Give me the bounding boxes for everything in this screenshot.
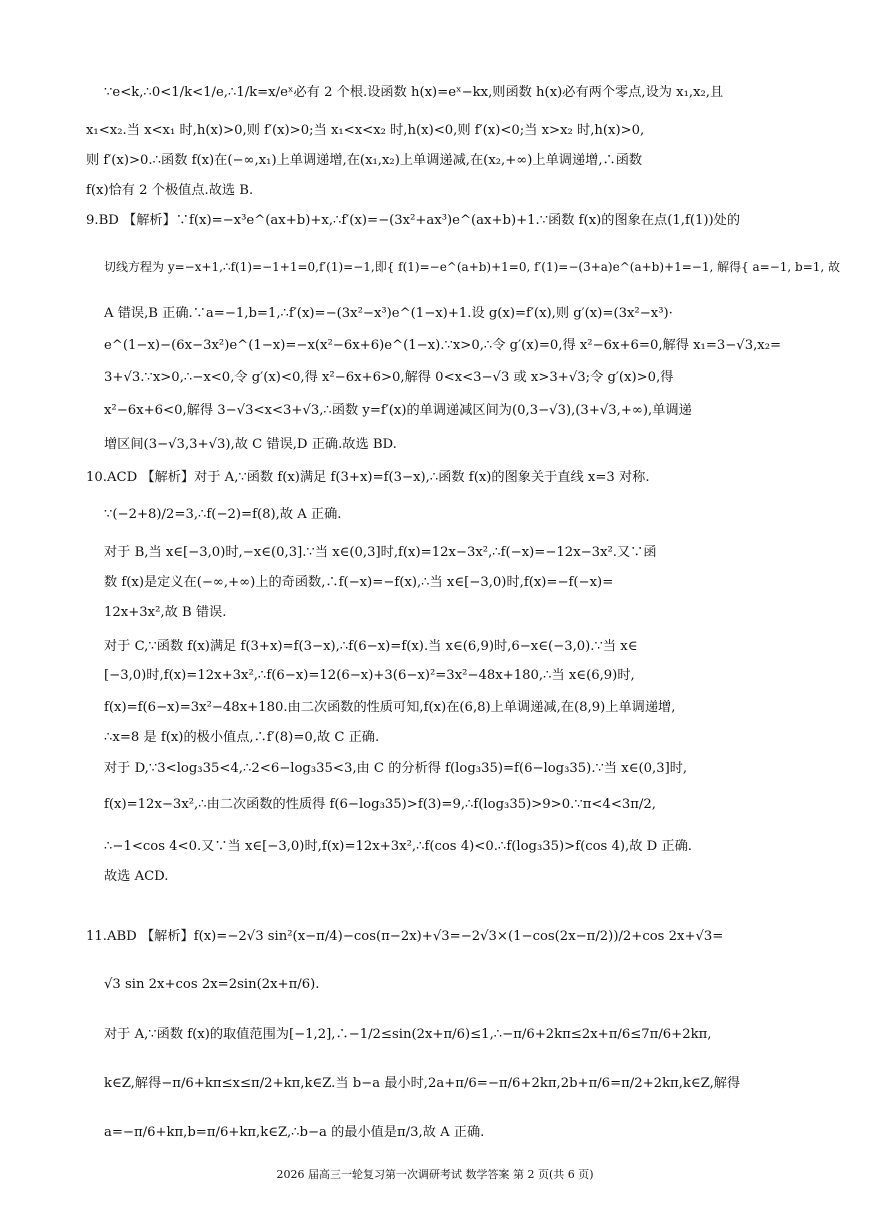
text-line: √3 sin 2x+cos 2x=2sin(2x+π/6). xyxy=(104,977,320,992)
text-line: 切线方程为 y=−x+1,∴f(1)=−1+1=0,f′(1)=−1,即{ f(1)=−e^(a+b)+1=0, f′(1)=−(3+a)e^(a+b)+1=−1, 解得{ a=−1, b=1, 故 xyxy=(104,260,841,274)
text-line: 对于 A,∵函数 f(x)的取值范围为[−1,2],∴−1/2≤sin(2x+π/6)≤1,∴−π/6+2kπ≤2x+π/6≤7π/6+2kπ, xyxy=(104,1027,712,1042)
text-line: 对于 D,∵3<log₃35<4,∴2<6−log₃35<3,由 C 的分析得 f(log₃35)=f(6−log₃35).∵当 x∈(0,3]时, xyxy=(104,761,688,776)
text-line: x²−6x+6<0,解得 3−√3<x<3+√3,∴函数 y=f′(x)的单调递减区间为(0,3−√3),(3+√3,+∞),单调递 xyxy=(104,403,692,418)
text-line: ∵(−2+8)/2=3,∴f(−2)=f(8),故 A 正确. xyxy=(104,507,342,522)
page-footer: 2026 届高三一轮复习第一次调研考试 数学答案 第 2 页(共 6 页) xyxy=(276,1168,594,1181)
text-line: k∈Z,解得−π/6+kπ≤x≤π/2+kπ,k∈Z.当 b−a 最小时,2a+π/6=−π/6+2kπ,2b+π/6=π/2+2kπ,k∈Z,解得 xyxy=(104,1076,741,1091)
text-line: 增区间(3−√3,3+√3),故 C 错误,D 正确.故选 BD. xyxy=(104,437,397,452)
text-line: [−3,0)时,f(x)=12x+3x²,∴f(6−x)=12(6−x)+3(6−x)²=3x²−48x+180,∴当 x∈(6,9)时, xyxy=(104,668,635,683)
text-line: 故选 ACD. xyxy=(104,869,169,884)
text-line: 9.BD 【解析】∵f(x)=−x³e^(ax+b)+x,∴f′(x)=−(3x²+ax³)e^(ax+b)+1.∵函数 f(x)的图象在点(1,f(1))处的 xyxy=(86,213,741,228)
text-line: 12x+3x²,故 B 错误. xyxy=(104,605,227,620)
text-line: 3+√3.∵x>0,∴−x<0,令 g′(x)<0,得 x²−6x+6>0,解得 0<x<3−√3 或 x>3+√3;令 g′(x)>0,得 xyxy=(104,370,674,385)
text-line: f(x)=f(6−x)=3x²−48x+180.由二次函数的性质可知,f(x)在(6,8)上单调递减,在(8,9)上单调递增, xyxy=(104,700,676,715)
text-line: ∵e<k,∴0<1/k<1/e,∴1/k=x/eˣ必有 2 个根.设函数 h(x)=eˣ−kx,则函数 h(x)必有两个零点,设为 x₁,x₂,且 xyxy=(104,85,724,100)
text-line: a=−π/6+kπ,b=π/6+kπ,k∈Z,∴b−a 的最小值是π/3,故 A 正确. xyxy=(104,1125,485,1140)
text-line: A 错误,B 正确.∵a=−1,b=1,∴f′(x)=−(3x²−x³)e^(1−x)+1.设 g(x)=f′(x),则 g′(x)=(3x²−x³)· xyxy=(104,306,673,321)
text-line: 10.ACD 【解析】对于 A,∵函数 f(x)满足 f(3+x)=f(3−x),∴函数 f(x)的图象关于直线 x=3 对称. xyxy=(86,470,650,485)
text-line: f(x)=12x−3x²,∴由二次函数的性质得 f(6−log₃35)>f(3)=9,∴f(log₃35)>9>0.∵π<4<3π/2, xyxy=(104,797,656,812)
text-line: 11.ABD 【解析】f(x)=−2√3 sin²(x−π/4)−cos(π−2x)+√3=−2√3×(1−cos(2x−π/2))/2+cos 2x+√3= xyxy=(86,929,724,944)
text-line: 对于 C,∵函数 f(x)满足 f(3+x)=f(3−x),∴f(6−x)=f(x).当 x∈(6,9)时,6−x∈(−3,0).∵当 x∈ xyxy=(104,639,638,654)
text-line: x₁<x₂.当 x<x₁ 时,h(x)>0,则 f′(x)>0;当 x₁<x<x₂ 时,h(x)<0,则 f′(x)<0;当 x>x₂ 时,h(x)>0, xyxy=(86,123,645,138)
text-line: 数 f(x)是定义在(−∞,+∞)上的奇函数,∴f(−x)=−f(x),∴当 x∈[−3,0)时,f(x)=−f(−x)= xyxy=(104,575,614,590)
text-line: ∴x=8 是 f(x)的极小值点,∴f′(8)=0,故 C 正确. xyxy=(104,730,380,745)
text-line: 对于 B,当 x∈[−3,0)时,−x∈(0,3].∵当 x∈(0,3]时,f(x)=12x−3x²,∴f(−x)=−12x−3x².又∵函 xyxy=(104,545,657,560)
text-line: f(x)恰有 2 个极值点.故选 B. xyxy=(86,183,254,198)
text-line: 则 f′(x)>0.∴函数 f(x)在(−∞,x₁)上单调递增,在(x₁,x₂)上单调递减,在(x₂,+∞)上单调递增,∴函数 xyxy=(86,153,643,168)
text-line: ∴−1<cos 4<0.又∵当 x∈[−3,0)时,f(x)=12x+3x²,∴f(cos 4)<0.∴f(log₃35)>f(cos 4),故 D 正确. xyxy=(104,839,692,854)
text-line: e^(1−x)−(6x−3x²)e^(1−x)=−x(x²−6x+6)e^(1−x).∵x>0,∴令 g′(x)=0,得 x²−6x+6=0,解得 x₁=3−√3,x₂= xyxy=(104,338,782,353)
